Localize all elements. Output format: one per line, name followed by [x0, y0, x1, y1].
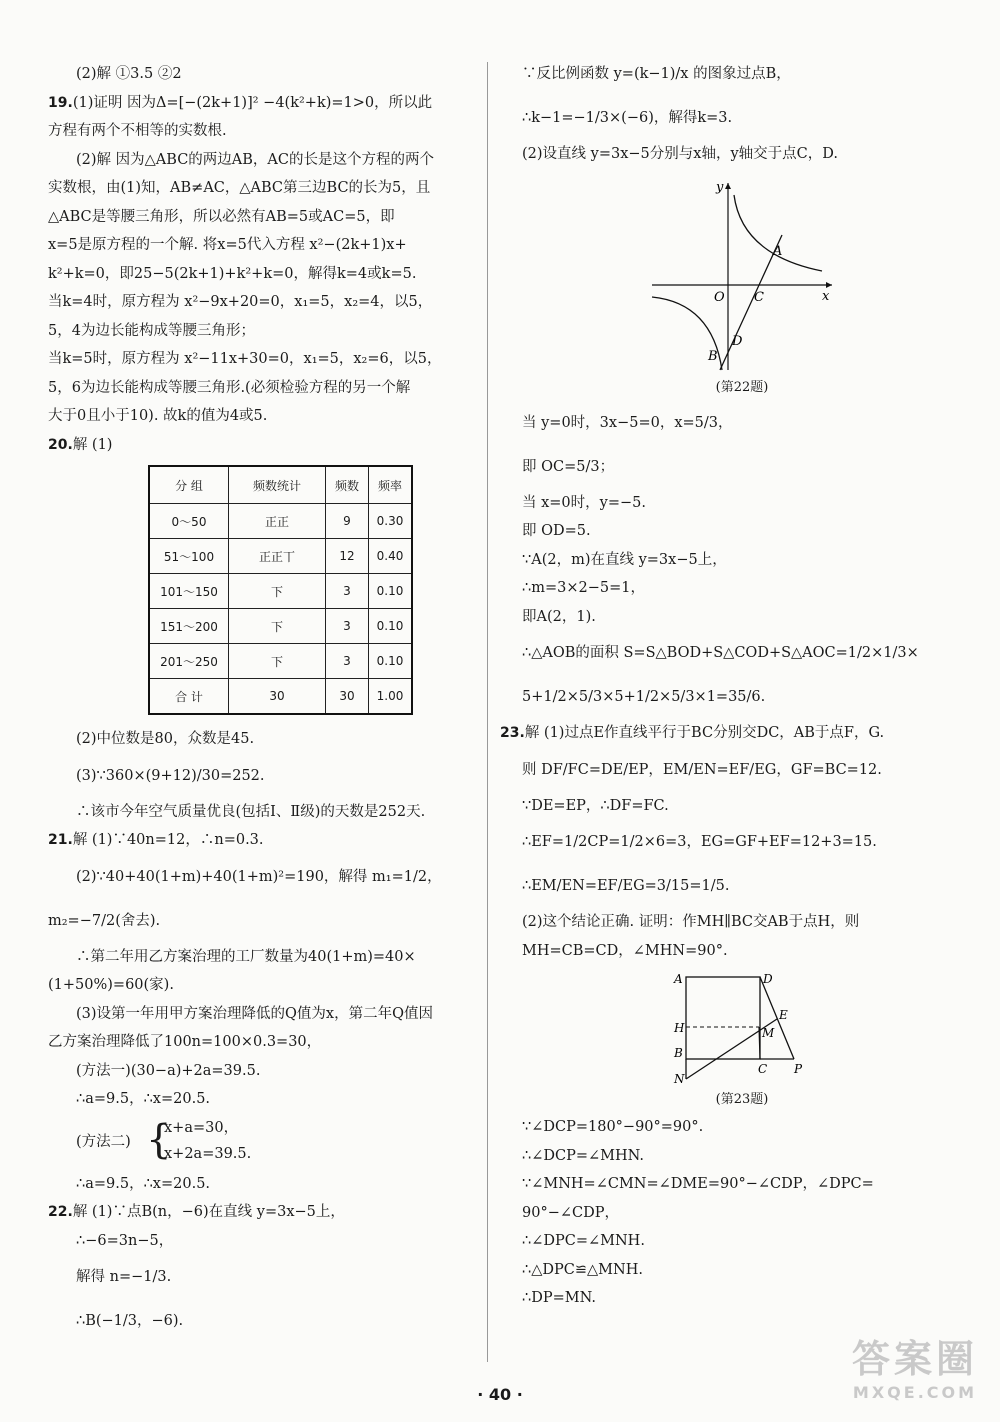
- table-row: [149, 504, 412, 539]
- q22-line3: 解得 n=−1/3.: [76, 1269, 172, 1285]
- q21-line3: m₂=−7/2(舍去).: [48, 912, 161, 929]
- q22-right-line4: 当 y=0时，3x−5=0，x=5/3，: [522, 414, 733, 431]
- q22-line4: ∴B(−1/3，−6).: [76, 1313, 184, 1329]
- table-cell: 30: [326, 679, 369, 715]
- table-cell: 151～200: [149, 609, 229, 644]
- q19-number: 19.: [48, 94, 73, 111]
- equation-system-brace: {: [146, 1116, 172, 1163]
- q19-line11: 5，6为边长能构成等腰三角形.(必须检验方程的另一个解: [48, 379, 411, 396]
- table-cell: 0.10: [369, 644, 413, 679]
- q22-right-line8: ∵A(2，m)在直线 y=3x−5上，: [522, 551, 727, 568]
- label-N: N: [674, 1072, 685, 1086]
- q23-line11: 90°−∠CDP，: [522, 1204, 619, 1221]
- equation-1: x+a=30，: [164, 1119, 239, 1136]
- table-header: 分 组: [149, 466, 229, 504]
- q19-line10: 当k=5时，原方程为 x²−11x+30=0，x₁=5，x₂=6，以5，: [48, 351, 442, 367]
- q22-right-line1: ∵反比例函数 y=(k−1)/x 的图象过点B，: [522, 66, 791, 82]
- segment-DP: [760, 977, 794, 1059]
- table-header-row: [149, 466, 412, 504]
- table-cell: 合 计: [149, 679, 229, 715]
- q22-right-line11: ∴△AOB的面积 S=S△BOD+S△COD+S△AOC=1/2×1/3×: [522, 645, 919, 661]
- q22-right-line7: 即 OD=5.: [522, 523, 591, 539]
- q22-text: 解 (1)∵点B(n，−6)在直线 y=3x−5上，: [72, 1204, 345, 1220]
- table-cell: 下: [229, 609, 326, 644]
- q19-line5: △ABC是等腰三角形，所以必然有AB=5或AC=5，即: [48, 208, 395, 225]
- label-B: B: [708, 348, 718, 364]
- table-cell: 下: [229, 644, 326, 679]
- q23-line4: ∴EF=1/2CP=1/2×6=3，EG=GF+EF=12+3=15.: [522, 834, 877, 850]
- watermark: [852, 1328, 978, 1402]
- hyperbola-branch-1: [734, 195, 822, 271]
- table-row: [149, 539, 412, 574]
- q23-line1: [500, 719, 962, 748]
- right-column: [500, 60, 962, 1313]
- q23-line7: MH=CB=CD，∠MHN=90°.: [522, 942, 728, 959]
- q19-line1: [48, 89, 480, 118]
- q20-text: 解 (1): [72, 436, 113, 453]
- q23-line6: (2)这个结论正确. 证明：作MH∥BC交AB于点H，则: [522, 914, 860, 930]
- x-axis-arrow: [826, 282, 832, 288]
- table-header: 频数: [326, 466, 369, 504]
- table-row: [149, 574, 412, 609]
- q21-line6: (3)设第一年用甲方案治理降低的Q值为x，第二年Q值因: [76, 1005, 433, 1022]
- q19-line12: 大于0且小于10). 故k的值为4或5.: [48, 408, 268, 424]
- q23-text: 解 (1)过点E作直线平行于BC分别交DC，AB于点F，G.: [524, 725, 885, 741]
- label-x: x: [822, 288, 830, 304]
- column-divider: [487, 62, 488, 1362]
- q22-right-line9: ∴m=3×2−5=1，: [522, 580, 645, 596]
- q22-right-line2: ∴k−1=−1/3×(−6)，解得k=3.: [522, 110, 733, 126]
- label-B: B: [674, 1046, 683, 1060]
- figure-23-caption: (第23题): [715, 1092, 769, 1107]
- table-total-row: [149, 679, 412, 715]
- table-cell: 12: [326, 539, 369, 574]
- q21-line5: (1+50%)=60(家).: [48, 977, 174, 993]
- table-cell: 3: [326, 574, 369, 609]
- label-M: M: [762, 1026, 775, 1040]
- table-cell: 1.00: [369, 679, 413, 715]
- q20-number: 20.: [48, 436, 73, 453]
- q22-right-line6: 当 x=0时，y=−5.: [522, 494, 646, 511]
- q19-line7: k²+k=0，即25−5(2k+1)+k²+k=0，解得k=4或k=5.: [48, 265, 417, 282]
- q22-line1: [48, 1198, 480, 1227]
- figure-22-caption: (第22题): [715, 379, 769, 395]
- label-D: D: [732, 333, 743, 349]
- q23-line13: ∴△DPC≌△MNH.: [522, 1261, 643, 1278]
- table-row: [149, 644, 412, 679]
- label-E: E: [779, 1008, 788, 1022]
- table-cell: 下: [229, 574, 326, 609]
- graph-22-svg: [642, 175, 842, 375]
- label-D: D: [763, 972, 773, 986]
- label-A: A: [773, 243, 783, 259]
- q20-part2: (2)中位数是80，众数是45.: [76, 731, 255, 747]
- q21-line1: [48, 826, 480, 855]
- table-cell: 3: [326, 644, 369, 679]
- q19-line4: 实数根，由(1)知，AB≠AC，△ABC第三边BC的长为5，且: [48, 180, 431, 196]
- y-axis-arrow: [725, 183, 731, 189]
- q21-line4: ∴第二年用乙方案治理的工厂数量为40(1+m)=40×: [76, 948, 416, 965]
- q23-line12: ∴∠DPC=∠MNH.: [522, 1233, 645, 1249]
- table-cell: 30: [229, 679, 326, 715]
- q21-method2: [48, 1114, 480, 1170]
- table-header: 频数统计: [229, 466, 326, 504]
- label-A: A: [674, 972, 683, 986]
- table-cell: 正正丅: [229, 539, 326, 574]
- q19-line3: (2)解 因为△ABC的两边AB，AC的长是这个方程的两个: [76, 151, 434, 168]
- frequency-table: [148, 465, 413, 715]
- table-cell: 201～250: [149, 644, 229, 679]
- table-cell: 0.10: [369, 574, 413, 609]
- figure-23: [662, 971, 822, 1087]
- q20-part3: (3)∵360×(9+12)/30=252.: [76, 767, 265, 784]
- q19-line2: 方程有两个不相等的实数根.: [48, 123, 227, 139]
- q21-line2: (2)∵40+40(1+m)+40(1+m)²=190，解得 m₁=1/2，: [76, 868, 442, 885]
- table-cell: 0.40: [369, 539, 413, 574]
- q21-method1: (方法一)(30−a)+2a=39.5.: [76, 1062, 261, 1079]
- q23-line8: ∵∠DCP=180°−90°=90°.: [522, 1119, 704, 1135]
- q23-line2: 则 DF/FC=DE/EP，EM/EN=EF/EG，GF=BC=12.: [522, 761, 882, 778]
- q23-number: 23.: [500, 725, 525, 741]
- label-O: O: [714, 289, 725, 305]
- watermark-url: MXQE.COM: [852, 1383, 978, 1402]
- q21-line7: 乙方案治理降低了100n=100×0.3=30，: [48, 1034, 322, 1050]
- label-P: P: [794, 1062, 803, 1076]
- q23-line9: ∴∠DCP=∠MHN.: [522, 1147, 645, 1164]
- table-header: 频率: [369, 466, 413, 504]
- label-H: H: [674, 1021, 685, 1035]
- q20-line1: [48, 431, 480, 460]
- q21-method2-result: ∴a=9.5，∴x=20.5.: [76, 1175, 211, 1192]
- q21-number: 21.: [48, 832, 73, 848]
- table-cell: 9: [326, 504, 369, 539]
- q22-line2: ∴−6=3n−5，: [76, 1232, 174, 1249]
- table-cell: 51～100: [149, 539, 229, 574]
- table-cell: 0～50: [149, 504, 229, 539]
- left-column: [48, 60, 480, 1343]
- figure-22: [642, 175, 842, 375]
- table-cell: 101～150: [149, 574, 229, 609]
- q22-right-line10: 即A(2，1).: [522, 608, 596, 625]
- q23-line3: ∵DE=EP，∴DF=FC.: [522, 797, 669, 814]
- q19-line6: x=5是原方程的一个解. 将x=5代入方程 x²−(2k+1)x+: [48, 237, 407, 253]
- q19-line9: 5，4为边长能构成等腰三角形；: [48, 322, 255, 339]
- label-C: C: [758, 1062, 768, 1076]
- q23-line5: ∴EM/EN=EF/EG=3/15=1/5.: [522, 878, 730, 894]
- q21-method1-result: ∴a=9.5，∴x=20.5.: [76, 1091, 211, 1107]
- square-ABCD: [686, 977, 760, 1059]
- q21-text: 解 (1)∵40n=12，∴n=0.3.: [72, 832, 264, 848]
- q20-conclusion: ∴该市今年空气质量优良(包括Ⅰ、Ⅱ级)的天数是252天.: [76, 803, 426, 820]
- page-number: · 40 ·: [477, 1385, 523, 1404]
- table-cell: 正正: [229, 504, 326, 539]
- method2-label: (方法二): [76, 1133, 131, 1150]
- q19-line8: 当k=4时，原方程为 x²−9x+20=0，x₁=5，x₂=4，以5，: [48, 294, 433, 310]
- table-cell: 0.10: [369, 609, 413, 644]
- q19-text: (1)证明 因为Δ=[−(2k+1)]² −4(k²+k)=1>0，所以此: [72, 94, 433, 111]
- watermark-text: 答案圈: [851, 1337, 978, 1381]
- label-y: y: [716, 179, 724, 195]
- table-row: [149, 609, 412, 644]
- q22-right-line3: (2)设直线 y=3x−5分别与x轴，y轴交于点C，D.: [522, 146, 838, 162]
- q23-line10: ∵∠MNH=∠CMN=∠DME=90°−∠CDP，∠DPC=: [522, 1176, 874, 1192]
- geometry-23-svg: [662, 971, 822, 1087]
- equation-2: x+2a=39.5.: [164, 1145, 252, 1162]
- q22-number: 22.: [48, 1204, 73, 1220]
- table-cell: 0.30: [369, 504, 413, 539]
- label-C: C: [754, 289, 764, 305]
- q23-line14: ∴DP=MN.: [522, 1290, 596, 1306]
- q22-right-line5: 即 OC=5/3；: [522, 458, 615, 475]
- q18-part2: (2)解 ①3.5 ②2: [76, 66, 182, 82]
- q22-right-line12: 5+1/2×5/3×5+1/2×5/3×1=35/6.: [522, 689, 766, 705]
- table-cell: 3: [326, 609, 369, 644]
